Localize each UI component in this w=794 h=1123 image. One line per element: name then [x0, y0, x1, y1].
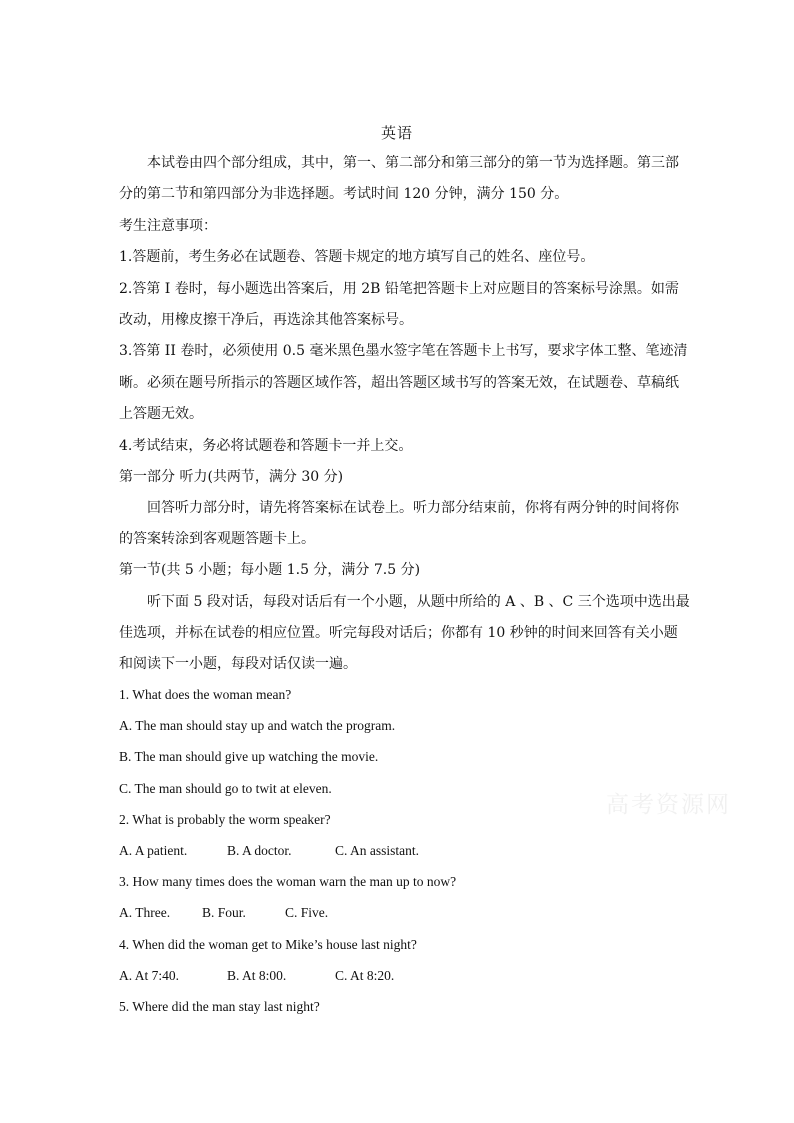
section1-heading: 第一节(共 5 小题；每小题 1.5 分，满分 7.5 分) [119, 562, 421, 578]
question-4: 4. When did the woman get to Mike’s house last night? [119, 937, 417, 952]
watermark: 高考资源网 [606, 792, 731, 818]
notice-line-1: 1.答题前，考生务必在试题卷、答题卡规定的地方填写自己的姓名、座位号。 [119, 249, 595, 265]
question-5: 5. Where did the man stay last night? [119, 999, 320, 1014]
question-4-options [119, 966, 679, 986]
notice-heading: 考生注意事项： [119, 218, 217, 234]
part1-intro-line-2: 的答案转涂到客观题答题卡上。 [119, 531, 315, 547]
notice-line-4: 3.答第 II 卷时，必须使用 0.5 毫米黑色墨水签字笔在答题卡上书写，要求字体工整、笔迹清 [119, 343, 688, 359]
question-2: 2. What is probably the worm speaker? [119, 812, 331, 827]
question-2-option-a: A. A patient. [119, 843, 188, 858]
question-4-option-a: A. At 7:40. [119, 968, 180, 983]
intro-line-2: 分的第二节和第四部分为非选择题。考试时间 120 分钟，满分 150 分。 [119, 186, 569, 202]
section1-intro-line-1: 听下面 5 段对话，每段对话后有一个小题，从题中所给的 A 、B 、C 三个选项中选出最 [147, 594, 690, 610]
section1-intro-line-2: 佳选项，并标在试卷的相应位置。听完每段对话后；你都有 10 秒钟的时间来回答有关小题 [119, 625, 678, 641]
question-2-option-c: C. An assistant. [335, 843, 420, 858]
question-1-option-b: B. The man should give up watching the movie. [119, 749, 379, 764]
question-3-option-b: B. Four. [202, 905, 246, 920]
question-4-option-c: C. At 8:20. [335, 968, 395, 983]
question-1-option-c: C. The man should go to twit at eleven. [119, 781, 332, 796]
notice-line-5: 晰。必须在题号所指示的答题区域作答，超出答题区域书写的答案无效，在试题卷、草稿纸 [119, 375, 679, 391]
notice-line-6: 上答题无效。 [119, 406, 203, 422]
question-4-option-b: B. At 8:00. [227, 968, 287, 983]
question-3-options [119, 903, 679, 923]
notice-line-7: 4.考试结束，务必将试题卷和答题卡一并上交。 [119, 438, 413, 454]
notice-line-3: 改动，用橡皮擦干净后，再选涂其他答案标号。 [119, 312, 413, 328]
question-1: 1. What does the woman mean? [119, 687, 292, 702]
intro-line-1: 本试卷由四个部分组成，其中，第一、第二部分和第三部分的第一节为选择题。第三部 [147, 155, 679, 171]
question-2-option-b: B. A doctor. [227, 843, 292, 858]
question-3-option-a: A. Three. [119, 905, 171, 920]
question-1-option-a: A. The man should stay up and watch the program. [119, 718, 396, 733]
part1-intro-line-1: 回答听力部分时，请先将答案标在试卷上。听力部分结束前，你将有两分钟的时间将你 [147, 500, 679, 516]
page-title: 英语 [380, 124, 413, 142]
notice-line-2: 2.答第 I 卷时，每小题选出答案后，用 2B 铅笔把答题卡上对应题目的答案标号涂黑。如需 [119, 281, 679, 297]
section1-intro-line-3: 和阅读下一小题，每段对话仅读一遍。 [119, 656, 357, 672]
part1-heading: 第一部分 听力(共两节，满分 30 分) [119, 469, 344, 485]
question-3: 3. How many times does the woman warn the man up to now? [119, 874, 457, 889]
question-2-options [119, 841, 679, 861]
question-3-option-c: C. Five. [285, 905, 329, 920]
